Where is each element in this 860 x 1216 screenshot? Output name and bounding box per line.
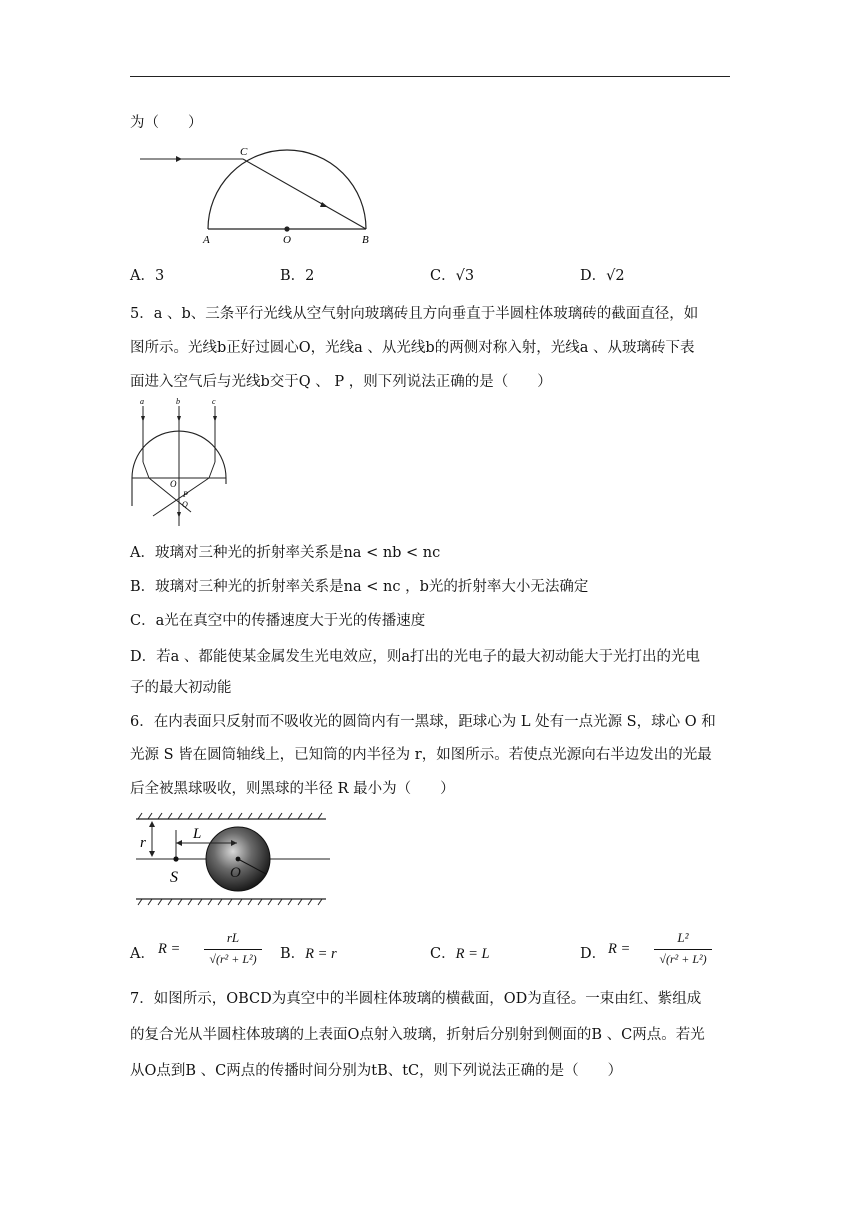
q4-option-a[interactable]: A．3 <box>130 268 165 284</box>
q6-option-c-label: C． <box>430 946 456 962</box>
q5-option-c[interactable]: C．a光在真空中的传播速度大于光的传播速度 <box>130 613 426 629</box>
q5-option-d[interactable]: D．若a 、都能使某金属发生光电效应，则a打出的光电子的最大初动能大于光打出的光电 <box>130 649 701 665</box>
q6-option-d-label: D． <box>580 946 607 962</box>
q5-label-a: a <box>140 397 144 406</box>
q4-option-b[interactable]: B．2 <box>280 268 315 284</box>
q6-option-b[interactable] <box>280 942 337 963</box>
q4-label-o: O <box>283 234 291 246</box>
q5-label-b: b <box>176 397 180 406</box>
q5-three-rays-figure <box>125 396 245 536</box>
q6-cylinder-ball-figure <box>130 810 340 910</box>
q4-label-c: C <box>240 146 248 158</box>
q5-label-o: O <box>170 479 177 489</box>
q4-stem-tail: 为（ ） <box>130 115 203 131</box>
q6-option-c-text: R = L <box>455 946 490 962</box>
q6-option-a-label: A． <box>130 946 155 962</box>
q7-stem-line-3: 从O点到B 、C两点的传播时间分别为tB、tC，则下列说法正确的是（ ） <box>130 1063 623 1079</box>
q4-option-c[interactable]: C．√3 <box>430 268 475 284</box>
q6-stem-line-1: 6．在内表面只反射而不吸收光的圆筒内有一黑球，距球心为 L 处有一点光源 S，球心 O 和 <box>130 714 716 730</box>
q6-option-b-label: B． <box>280 946 306 962</box>
q5-label-q: Q <box>182 500 188 509</box>
q5-label-p: P <box>183 490 188 499</box>
q6-label-o: O <box>230 865 241 881</box>
q6-stem-line-3: 后全被黑球吸收，则黑球的半径 R 最小为（ ） <box>130 781 455 797</box>
q6-option-a[interactable] <box>130 930 270 972</box>
q6-stem-line-2: 光源 S 皆在圆筒轴线上，已知筒的内半径为 r，如图所示。若使点光源向右半边发出的光最 <box>130 747 712 763</box>
q6-option-a-numerator: rL <box>226 930 240 945</box>
q6-label-s: S <box>170 869 178 886</box>
q7-stem-line-1: 7．如图所示，OBCD为真空中的半圆柱体玻璃的横截面，OD为直径。一束由红、紫组成 <box>130 991 702 1007</box>
q6-label-l: L <box>193 826 202 842</box>
q4-semicircle-figure <box>130 140 390 250</box>
q6-label-r: r <box>140 835 146 851</box>
q6-option-d[interactable] <box>580 930 720 972</box>
q5-option-a[interactable]: A．玻璃对三种光的折射率关系是na < nb < nc <box>130 545 441 561</box>
q6-option-a-denominator: √(r² + L²) <box>209 952 257 966</box>
q5-option-d-cont: 子的最大初动能 <box>130 680 232 696</box>
q6-option-d-lhs: R = <box>608 941 631 957</box>
q5-stem-line-3: 面进入空气后与光线b交于Q 、 P ，则下列说法正确的是（ ） <box>130 374 552 390</box>
q6-option-d-numerator: L² <box>677 930 689 945</box>
q6-option-d-denominator: √(r² + L²) <box>659 952 707 966</box>
q5-stem-line-1: 5．a 、b、三条平行光线从空气射向玻璃砖且方向垂直于半圆柱体玻璃砖的截面直径，如 <box>130 306 699 322</box>
q6-option-d-fraction-bar <box>654 949 712 950</box>
q4-label-b: B <box>362 234 369 246</box>
q5-option-b[interactable]: B．玻璃对三种光的折射率关系是na < nc ，b光的折射率大小无法确定 <box>130 579 589 595</box>
q5-stem-line-2: 图所示。光线b正好过圆心O，光线a 、从光线b的两侧对称入射，光线a 、从玻璃砖下表 <box>130 340 695 356</box>
q6-option-a-fraction-bar <box>204 949 262 950</box>
q4-label-a: A <box>203 234 210 246</box>
header-rule <box>130 76 730 77</box>
q6-option-c[interactable] <box>430 942 490 963</box>
q7-stem-line-2: 的复合光从半圆柱体玻璃的上表面O点射入玻璃，折射后分别射到侧面的B 、C两点。若光 <box>130 1027 705 1043</box>
q6-option-a-lhs: R = <box>158 941 181 957</box>
q6-option-b-text: R = r <box>305 946 337 962</box>
q4-option-d[interactable]: D．√2 <box>580 268 625 284</box>
q5-label-c: c <box>212 397 216 406</box>
